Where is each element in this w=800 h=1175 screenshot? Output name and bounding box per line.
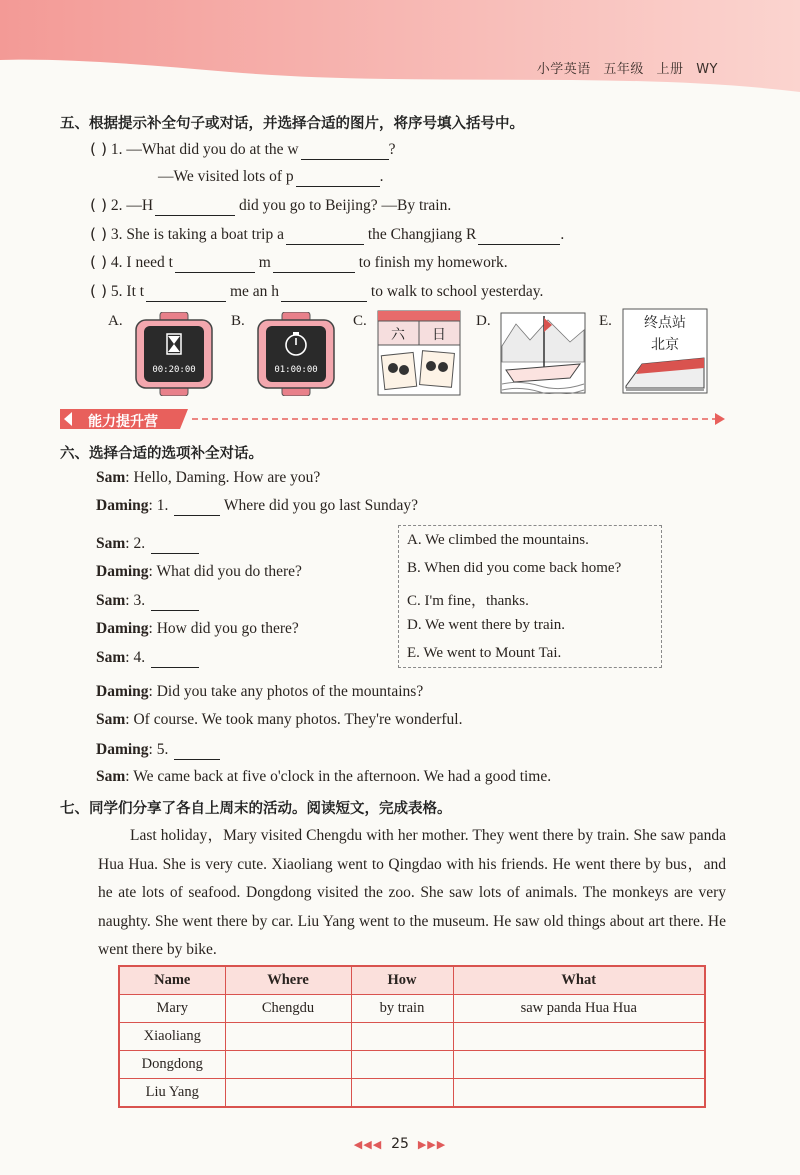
table-cell: Chengdu	[225, 995, 351, 1023]
fill-blank[interactable]	[478, 226, 560, 245]
hint-letter: h	[271, 283, 280, 300]
answer-paren[interactable]: ( )	[90, 196, 108, 214]
q2-row	[90, 196, 451, 216]
calendar-day1: 六	[391, 327, 405, 343]
fill-blank[interactable]	[151, 535, 199, 554]
stopwatch-a-time: 00:20:00	[152, 365, 196, 375]
dialog-text: We came back at five o'clock in the afternoon. We had a good time.	[133, 768, 552, 785]
col-header: What	[453, 966, 705, 995]
table-row	[119, 1051, 705, 1079]
q5-row	[90, 282, 543, 302]
speaker-sep: :	[125, 768, 134, 785]
speaker: Sam	[96, 469, 126, 486]
fill-blank[interactable]	[296, 168, 380, 187]
fill-blank[interactable]	[151, 649, 199, 668]
q3-pre: 3. She is taking a boat trip	[110, 226, 278, 243]
hint-letter: a	[277, 226, 284, 243]
answer-table	[118, 965, 706, 1108]
q4-pre: 4. I need	[110, 254, 169, 271]
answer-cell[interactable]	[351, 1079, 453, 1108]
pic-d-label: D.	[476, 313, 491, 329]
weekend-calendar-icon	[377, 310, 461, 396]
pic-a-label: A.	[108, 313, 123, 329]
option-b: B. When did you come back home?	[407, 560, 622, 576]
speaker-sep: :	[125, 592, 134, 609]
speaker-sep: :	[125, 649, 134, 666]
option-e: E. We went to Mount Tai.	[407, 645, 562, 661]
table-cell: Dongdong	[119, 1051, 225, 1079]
hint-letter: t	[168, 254, 173, 271]
speaker: Daming	[96, 620, 149, 637]
table-header-row	[119, 966, 705, 995]
passage-text: Last holiday，Mary visited Chengdu with her mother. They went there by train. She saw panda Hua Hua. She is very cute. Xiaoliang went to Qingdao with his friends. He went there by bus，and he ate lots of seafood. Dongdong visited the zoo. She saw lots of animals. The monkeys are very naughty. She went there by car. Liu Yang went to the museum. He saw old things about art there. He went there by bike.	[98, 827, 726, 958]
col-header: Name	[119, 966, 225, 995]
hint-letter: m	[258, 254, 271, 271]
q4-post: to finish my homework.	[354, 254, 508, 271]
speaker: Sam	[96, 649, 126, 666]
answer-cell[interactable]	[351, 1051, 453, 1079]
dialog-num: 3.	[133, 592, 149, 609]
answer-cell[interactable]	[453, 1079, 705, 1108]
calendar-day2: 日	[432, 327, 446, 343]
speaker-sep: :	[125, 711, 134, 728]
dialog-num: 5.	[156, 741, 173, 758]
fill-blank[interactable]	[155, 197, 235, 216]
hint-letter: w	[287, 141, 299, 158]
table-cell: Mary	[119, 995, 225, 1023]
dialog-line	[96, 649, 199, 668]
dialog-num: 1.	[156, 497, 173, 514]
q1a-row	[90, 140, 396, 160]
dialog-line	[96, 469, 320, 487]
q5-mid: me an	[226, 283, 272, 300]
answer-cell[interactable]	[453, 1051, 705, 1079]
fill-blank[interactable]	[301, 141, 389, 160]
option-c: C. I'm fine，thanks.	[407, 593, 529, 609]
answer-cell[interactable]	[453, 1023, 705, 1051]
q3-row	[90, 225, 564, 245]
speaker: Daming	[96, 497, 149, 514]
hint-letter: R	[466, 226, 477, 243]
dialog-line	[96, 535, 199, 554]
option-d: D. We went there by train.	[407, 617, 566, 633]
q1b-row	[158, 168, 384, 187]
dialog-num: 2.	[133, 535, 149, 552]
stopwatch-b-time: 01:00:00	[274, 365, 318, 375]
pic-e-label: E.	[599, 313, 612, 329]
options-box	[398, 525, 662, 668]
stopwatch-20min-icon	[134, 312, 214, 396]
next-arrows-icon: ▶▶▶	[417, 1138, 447, 1151]
section5-title: 五、根据提示补全句子或对话，并选择合适的图片，将序号填入括号中。	[60, 116, 524, 132]
page-header	[0, 0, 800, 98]
page-footer	[0, 1136, 800, 1152]
speaker-sep: :	[148, 741, 157, 758]
q5-pre: 5. It	[110, 283, 140, 300]
band-title: 能力提升营	[88, 414, 158, 430]
table-cell: Liu Yang	[119, 1079, 225, 1108]
dialog-text: How did you go there?	[156, 620, 299, 637]
dialog-line	[96, 741, 220, 760]
stopwatch-1hour-icon	[256, 312, 336, 396]
answer-cell[interactable]	[351, 1023, 453, 1051]
q4-row	[90, 253, 508, 273]
answer-paren[interactable]: ( )	[90, 225, 108, 243]
station-line2: 北京	[651, 337, 679, 353]
table-row	[119, 995, 705, 1023]
q1a-pre: 1. —What did you do at the	[110, 141, 288, 158]
dialog-text: Of course. We took many photos. They're wonderful.	[133, 711, 463, 728]
dialog-text: Where did you go last Sunday?	[220, 497, 418, 514]
answer-cell[interactable]	[225, 1023, 351, 1051]
dialog-text: Hello, Daming. How are you?	[133, 469, 321, 486]
fill-blank[interactable]	[151, 592, 199, 611]
speaker-sep: :	[148, 683, 157, 700]
dialog-line	[96, 768, 551, 786]
option-a: A. We climbed the mountains.	[407, 532, 589, 548]
speaker: Daming	[96, 563, 149, 580]
speaker-sep: :	[148, 620, 157, 637]
speaker: Daming	[96, 683, 149, 700]
q3-post: .	[560, 226, 565, 243]
q1b-post: .	[379, 168, 384, 185]
speaker: Sam	[96, 768, 126, 785]
train-station-icon	[622, 308, 708, 394]
dialog-line	[96, 497, 418, 516]
answer-paren[interactable]: ( )	[90, 282, 108, 300]
dialog-line	[96, 592, 199, 611]
hint-letter: p	[285, 168, 294, 185]
q5-post: to walk to school yesterday.	[367, 283, 544, 300]
table-cell: saw panda Hua Hua	[453, 995, 705, 1023]
dialog-line	[96, 563, 302, 581]
q1a-post: ?	[388, 141, 396, 158]
speaker: Sam	[96, 535, 126, 552]
hint-letter: t	[139, 283, 145, 300]
speaker: Daming	[96, 741, 149, 758]
q2-pre: 2. —	[110, 197, 142, 214]
speaker-sep: :	[125, 535, 134, 552]
speaker-sep: :	[148, 563, 157, 580]
boat-trip-icon	[500, 312, 586, 394]
dialog-line	[96, 683, 423, 701]
dialog-text: What did you do there?	[156, 563, 302, 580]
dialog-line	[96, 620, 299, 638]
speaker-sep: :	[125, 469, 134, 486]
dialog-text: Did you take any photos of the mountains?	[156, 683, 424, 700]
col-header: Where	[225, 966, 351, 995]
prev-arrows-icon: ◀◀◀	[353, 1138, 383, 1151]
header-title: 小学英语 五年级 上册 WY	[536, 62, 718, 77]
table-cell: by train	[351, 995, 453, 1023]
fill-blank[interactable]	[174, 741, 220, 760]
hint-letter: H	[141, 197, 154, 214]
fill-blank[interactable]	[286, 226, 364, 245]
pic-c-label: C.	[353, 313, 367, 329]
answer-cell[interactable]	[225, 1079, 351, 1108]
pic-b-label: B.	[231, 313, 245, 329]
fill-blank[interactable]	[273, 254, 355, 273]
answer-paren[interactable]: ( )	[90, 140, 108, 158]
col-header: How	[351, 966, 453, 995]
fill-blank[interactable]	[174, 497, 220, 516]
station-line1: 终点站	[644, 315, 686, 331]
fill-blank[interactable]	[281, 283, 367, 302]
speaker: Sam	[96, 711, 126, 728]
section7-title: 七、同学们分享了各自上周末的活动。阅读短文，完成表格。	[60, 801, 452, 817]
speaker-sep: :	[148, 497, 157, 514]
dialog-num: 4.	[133, 649, 149, 666]
q1b-pre: —We visited lots of	[158, 168, 286, 185]
dialog-line	[96, 711, 462, 729]
table-row	[119, 1079, 705, 1108]
answer-paren[interactable]: ( )	[90, 253, 108, 271]
section-band	[60, 407, 725, 431]
fill-blank[interactable]	[175, 254, 255, 273]
reading-passage	[98, 822, 726, 965]
page-number: 25	[391, 1136, 409, 1152]
q3-mid: the Changjiang	[363, 226, 466, 243]
fill-blank[interactable]	[146, 283, 226, 302]
table-row	[119, 1023, 705, 1051]
table-cell: Xiaoliang	[119, 1023, 225, 1051]
header-wave	[0, 0, 800, 98]
speaker: Sam	[96, 592, 126, 609]
answer-cell[interactable]	[225, 1051, 351, 1079]
section6-title: 六、选择合适的选项补全对话。	[60, 446, 263, 462]
q2-post: did you go to Beijing? —By train.	[235, 197, 452, 214]
